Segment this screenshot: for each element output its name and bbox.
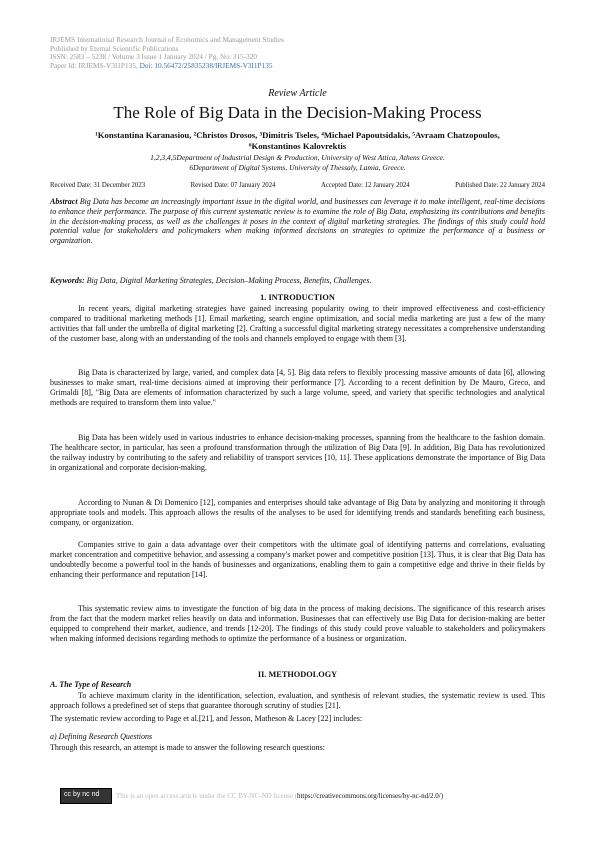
abstract bbox=[50, 197, 545, 246]
affiliation-2: 6Department of Digital Systems, University of Thessaly, Lamia, Greece. bbox=[189, 162, 406, 172]
paper-id-line bbox=[50, 62, 284, 71]
revised-date: Revised Date: 07 January 2024 bbox=[190, 182, 276, 189]
article-type: Review Article bbox=[268, 88, 327, 99]
subsection-type-of-research: A. The Type of Research bbox=[50, 680, 132, 689]
paragraph-2: Big Data is characterized by large, varied, and complex data [4, 5]. Big data refers to flexibly processing massive amounts of data [6], allowing businesses to make smart, real-time decisions aimed at improving their performance [7]. According to a recent definition by De Mauro, Greco, and Grimaldi [8], "Big Data are elements of information characterized by such a large volume, speed, and variety that specific technologies and analytical methods are required to transform them into value." bbox=[50, 368, 545, 407]
journal-header bbox=[50, 36, 284, 70]
authors bbox=[50, 130, 545, 151]
license-footer bbox=[60, 788, 443, 804]
keywords-text: Big Data, Digital Marketing Strategies, Decision–Making Process, Benefits, Challenges. bbox=[84, 276, 372, 285]
paper-title: The Role of Big Data in the Decision-Making Process bbox=[113, 103, 482, 122]
abstract-text: Big Data has become an increasingly important issue in the digital world, and businesses can leverage it to make intelligent, real-time decisions to enhance their performance. The purpose of this current systematic review is to examine the role of Big Data, emphasizing its contributions and benefits in the decision-making process, as well as the challenges it poses in the context of digital marketing strategies. The findings of this study could hold potential value for stakeholders and policymakers when making informed decisions on strategies to optimize the performance of a business or organization. bbox=[50, 197, 545, 246]
paragraph-4: According to Nunan & Di Domenico [12], companies and enterprises should take advantage of Big Data by analyzing and monitoring it through appropriate tools and models. This approach allows the results of the analyses to be used for identifying trends and standards benefiting each business, company, or organization. bbox=[50, 498, 545, 527]
section-heading-methodology: II. METHODOLOGY bbox=[257, 670, 338, 679]
affiliation-1: 1,2,3,4,5Department of Industrial Design & Production, University of West Attica, Athens Greece. bbox=[150, 153, 445, 162]
license-url[interactable]: https://creativecommons.org/licenses/by-nc-nd/2.0/ bbox=[296, 792, 441, 800]
publisher: Published by Eternal Scientific Publications bbox=[50, 43, 179, 53]
journal-name: IRJEMS International Research Journal of Economics and Management Studies bbox=[50, 35, 284, 44]
paragraph-7b: The systematic review according to Page et al.[21], and Jesson, Matheson & Lacey [22] includes: bbox=[50, 714, 363, 723]
abstract-label: Abstract bbox=[50, 197, 78, 206]
dates-row bbox=[50, 182, 545, 189]
cc-badge-text: cc by nc nd bbox=[64, 791, 100, 798]
issn-line: ISSN: 2583 – 5238 / Volume 3 Issue 1 January 2024 / Pg. No: 315-320 bbox=[50, 52, 258, 62]
authors-line-1: ¹Konstantina Karanasiou, ²Christos Drosos, ³Dimitris Tseles, ⁴Michael Papoutsidakis, ⁵Avraam Chatzopoulos, bbox=[95, 130, 500, 140]
paragraph-1: In recent years, digital marketing strategies have gained increasing popularity owing to their improved effectiveness and cost-efficiency compared to traditional marketing methods [1]. Email marketing, search engine optimization, and social media marketing are just a few of the many activities that fall under the umbrella of digital marketing [2]. Crafting a successful digital marketing strategy necessitates a comprehensive understanding of the customer base, along with an understanding of the tools and channels employed to engage with them [3]. bbox=[50, 304, 545, 343]
paragraph-3: Big Data has been widely used in various industries to enhance decision-making processes, spanning from the healthcare to the fashion domain. The healthcare sector, in particular, has seen a profound transformation through the utilization of Big Data [9]. In addition, Big Data has revolutionized the railway industry by contributing to the safety and reliability of transport services [10, 11]. These applications demonstrate the importance of Big Data in organizational and corporate decision-making. bbox=[50, 433, 545, 472]
cc-license-icon bbox=[60, 788, 112, 804]
published-date: Published Date: 22 January 2024 bbox=[455, 182, 545, 189]
paragraph-7: To achieve maximum clarity in the identification, selection, evaluation, and synthesis of relevant studies, the systematic review is used. This approach follows a predefined set of steps that guarantee thorough scrutiny of studies [21]. bbox=[50, 691, 545, 710]
affiliations bbox=[50, 153, 545, 172]
keywords-label: Keywords: bbox=[50, 276, 85, 285]
subsubsection-research-questions: a) Defining Research Questions bbox=[50, 732, 153, 741]
paragraph-6: This systematic review aims to investigate the function of big data in the process of making decisions. The significance of this research arises from the fact that the modern market relies heavily on data and information. Businesses that can effectively use Big Data for decision-making are better equipped to comprehend their market, audience, and trends [12-20]. The findings of this study could prove valuable to stakeholders and policymakers when making informed decisions regarding methods to optimize the performance of a business or organization. bbox=[50, 604, 545, 643]
paper-id: Paper Id: IRJEMS-V3I1P135, bbox=[50, 60, 140, 70]
section-heading-introduction: 1. INTRODUCTION bbox=[260, 293, 335, 302]
paragraph-8: Through this research, an attempt is made to answer the following research questions: bbox=[50, 743, 325, 752]
license-text: This is an open access article under the CC BY-NC-ND license ( bbox=[116, 792, 297, 800]
accepted-date: Accepted Date: 12 January 2024 bbox=[320, 182, 410, 189]
doi-link[interactable]: Doi: 10.56472/25835238/IRJEMS-V3I1P135 bbox=[139, 60, 273, 70]
keywords bbox=[50, 276, 545, 285]
paragraph-5: Companies strive to gain a data advantage over their competitors with the ultimate goal of identifying patterns and correlations, evaluating market concentration and competitive behavior, and assessing a company's market power and competitive position [13]. Thus, it is clear that Big Data has undoubtedly become a powerful tool in the hands of businesses and organizations, enabling them to gain a competitive edge and thrive in their fields by enhancing their performance and reputation [14]. bbox=[50, 540, 545, 579]
license-close: ) bbox=[440, 792, 444, 800]
authors-line-2: ⁶Konstantinos Kalovrektis bbox=[248, 140, 347, 151]
received-date: Received Date: 31 December 2023 bbox=[50, 182, 146, 189]
